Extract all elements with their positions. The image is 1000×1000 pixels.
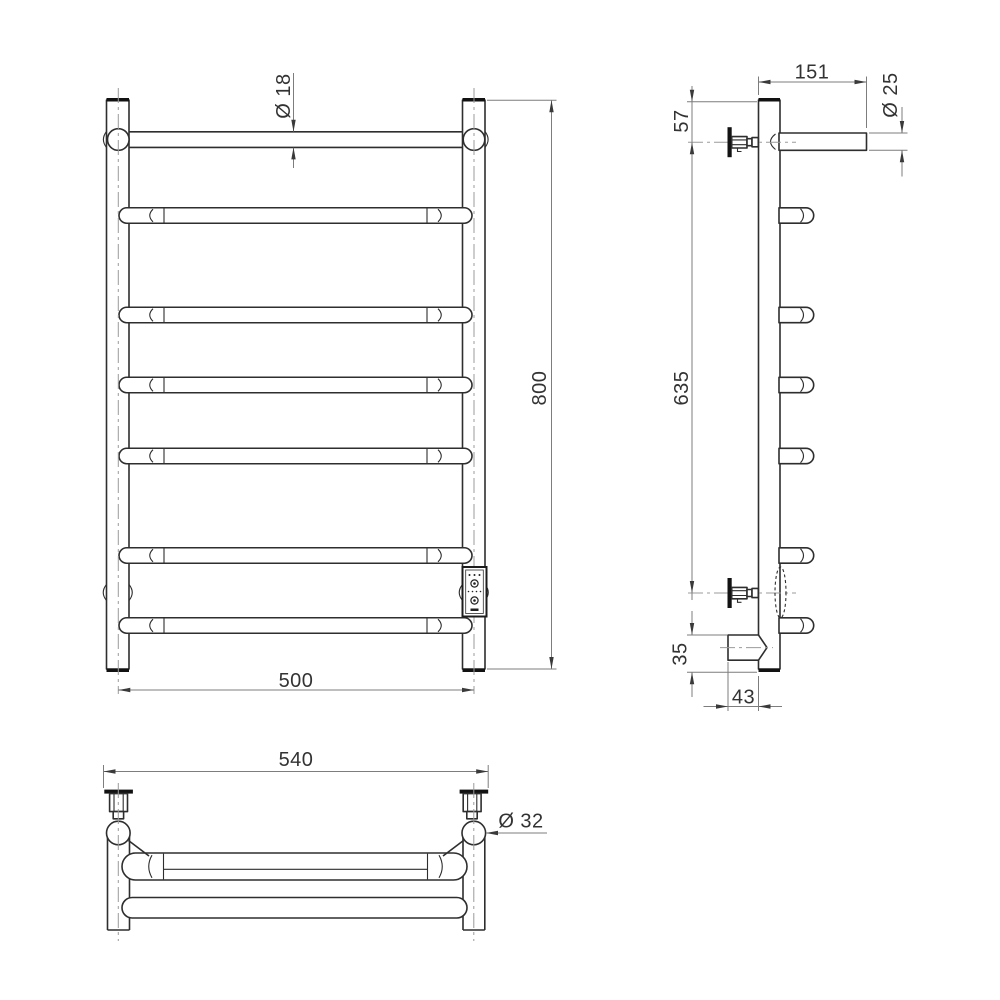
top-view <box>104 749 548 941</box>
front-rung <box>119 377 472 393</box>
dim-side-heights <box>671 86 757 600</box>
plan-top-rail <box>122 853 467 880</box>
dim-label-height: 800 <box>529 370 551 406</box>
dim-label-rail-diameter-side: Ø 25 <box>880 72 902 118</box>
control-panel <box>463 567 487 617</box>
side-rung-stub <box>779 208 814 223</box>
dim-label-projection: 151 <box>794 61 830 84</box>
side-top-rail <box>779 133 867 150</box>
front-view <box>103 73 556 694</box>
side-rung-stub <box>779 307 814 322</box>
front-top-rail <box>120 132 472 148</box>
dim-front-height <box>487 100 557 669</box>
dim-plan-width <box>104 749 489 788</box>
side-view <box>670 62 908 712</box>
front-wall-brackets <box>103 585 488 601</box>
dim-side-rail-diameter <box>869 72 908 176</box>
side-rung-stub <box>779 548 814 563</box>
dim-front-width <box>118 670 474 692</box>
front-rung <box>119 618 472 634</box>
dim-label-cable-offset: 43 <box>731 686 756 709</box>
front-rung <box>119 548 472 564</box>
dim-label-overall-width: 540 <box>278 749 314 771</box>
dim-front-rail-diameter <box>273 73 296 168</box>
side-rung-stub <box>779 448 814 463</box>
dim-label-top-to-bracket: 57 <box>671 109 693 133</box>
front-rung <box>119 448 472 464</box>
side-rung-stub <box>779 377 814 392</box>
dim-label-width: 500 <box>278 670 314 692</box>
dim-label-base-height: 35 <box>669 642 692 666</box>
front-rung <box>119 307 472 323</box>
plan-rung <box>122 898 467 919</box>
dim-label-rail-diameter: Ø 18 <box>273 73 295 119</box>
dim-label-bracket-centres: 635 <box>671 370 693 406</box>
side-post <box>759 100 781 669</box>
dim-plan-joint-diameter <box>486 811 547 836</box>
side-rung-stub <box>779 618 814 633</box>
front-rung <box>119 208 472 224</box>
dim-label-joint-diameter: Ø 32 <box>498 810 544 833</box>
